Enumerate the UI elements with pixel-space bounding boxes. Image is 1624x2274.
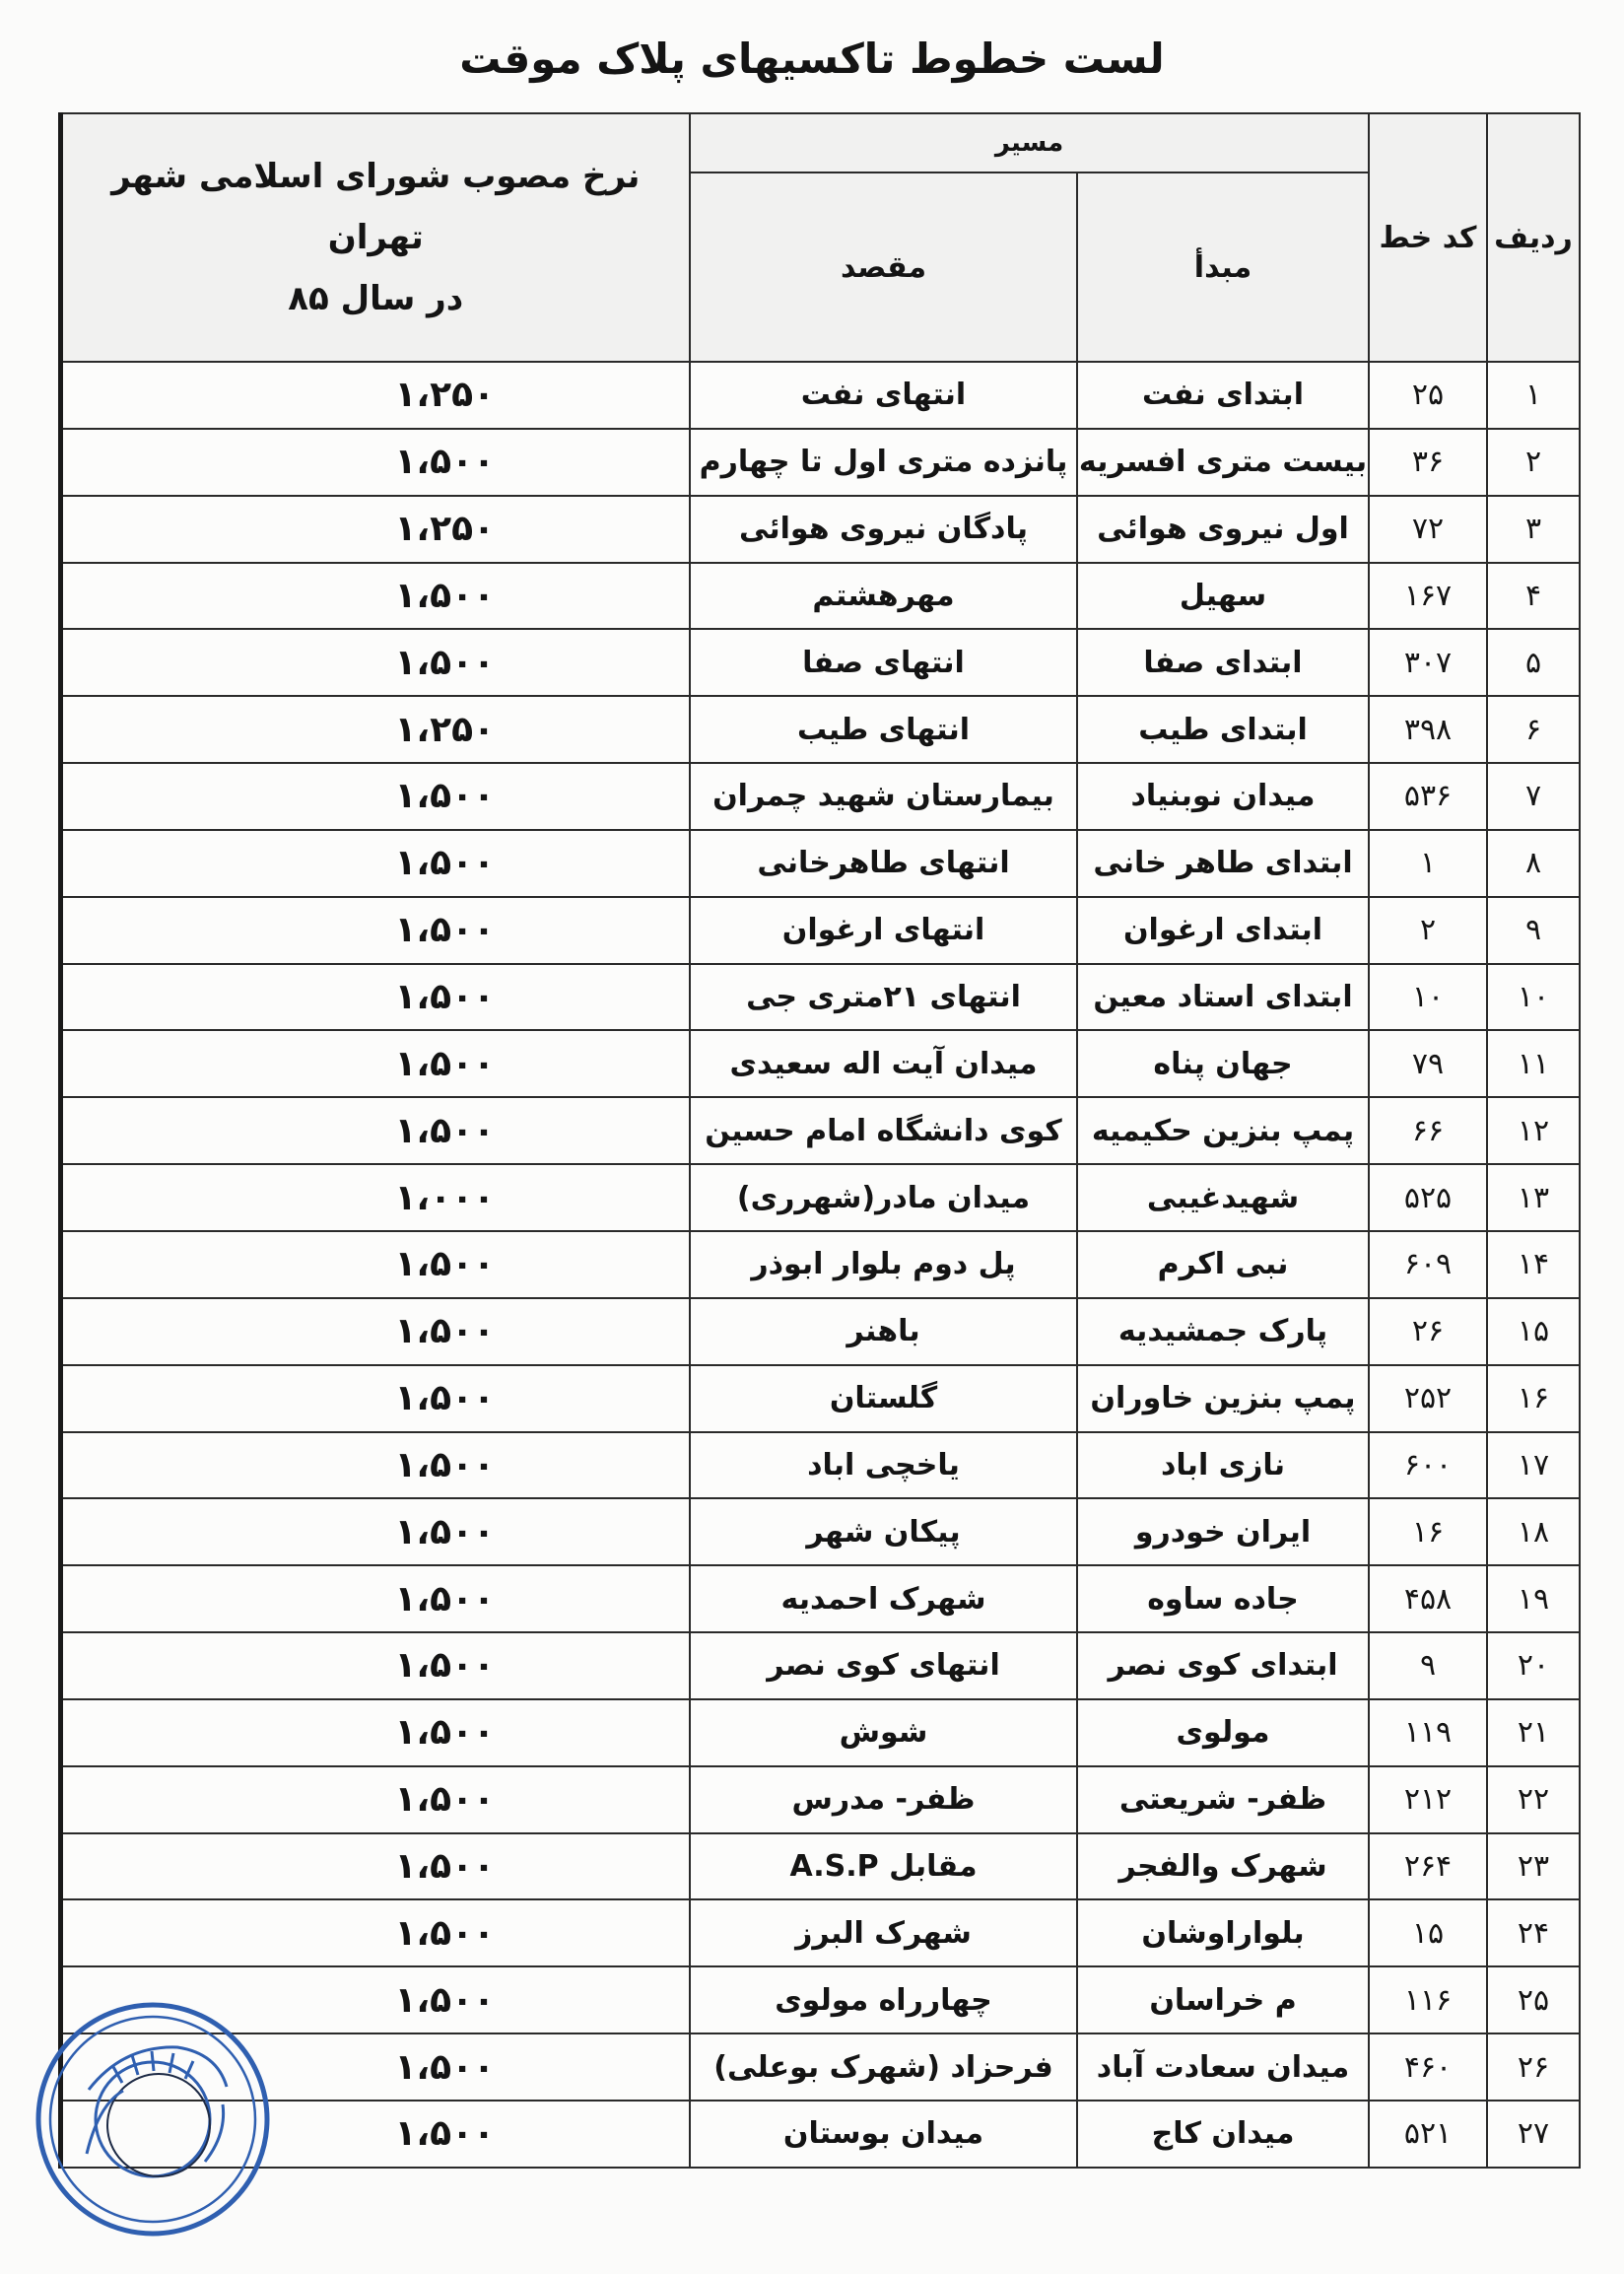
line-code-cell: ۱۵ <box>1369 1899 1487 1966</box>
destination-cell: ظفر- مدرس <box>690 1766 1077 1833</box>
origin-cell: اول نیروی هوائی <box>1077 496 1369 563</box>
rate-cell: ۱،۵۰۰ <box>60 964 690 1031</box>
destination-cell: شهرک احمدیه <box>690 1565 1077 1632</box>
header-destination: مقصد <box>690 172 1077 362</box>
line-code-cell: ۵۳۶ <box>1369 763 1487 830</box>
row-number-cell: ۱۱ <box>1487 1030 1580 1097</box>
rate-cell: ۱،۵۰۰ <box>60 1766 690 1833</box>
line-code-cell: ۷۲ <box>1369 496 1487 563</box>
rate-cell: ۱،۵۰۰ <box>60 1899 690 1966</box>
rate-cell: ۱،۵۰۰ <box>60 2033 690 2101</box>
origin-cell: پارک جمشیدیه <box>1077 1298 1369 1365</box>
destination-cell: پل دوم بلوار ابوذر <box>690 1231 1077 1298</box>
rate-cell: ۱،۵۰۰ <box>60 563 690 630</box>
table-row <box>60 763 1580 830</box>
destination-cell: کوی دانشگاه امام حسین <box>690 1097 1077 1164</box>
row-number-cell: ۲۳ <box>1487 1833 1580 1900</box>
origin-cell: ابتدای ارغوان <box>1077 897 1369 964</box>
line-code-cell: ۶۰۰ <box>1369 1432 1487 1499</box>
header-rate-line-1: نرخ مصوب شورای اسلامی شهر تهران <box>111 157 641 257</box>
row-number-cell: ۱۷ <box>1487 1432 1580 1499</box>
destination-cell: انتهای صفا <box>690 629 1077 696</box>
table-row <box>60 897 1580 964</box>
line-code-cell: ۳۶ <box>1369 429 1487 496</box>
row-number-cell: ۸ <box>1487 830 1580 897</box>
header-rate-line-2: در سال ۸۵ <box>288 279 464 318</box>
origin-cell: ابتدای کوی نصر <box>1077 1632 1369 1699</box>
rate-cell: ۱،۵۰۰ <box>60 1097 690 1164</box>
destination-cell: میدان بوستان <box>690 2101 1077 2168</box>
rate-cell: ۱،۵۰۰ <box>60 1632 690 1699</box>
origin-cell: سهیل <box>1077 563 1369 630</box>
origin-cell: ابتدای نفت <box>1077 362 1369 429</box>
line-code-cell: ۲۱۲ <box>1369 1766 1487 1833</box>
line-code-cell: ۲۵ <box>1369 362 1487 429</box>
table-row <box>60 429 1580 496</box>
table-row <box>60 1565 1580 1632</box>
rate-cell: ۱،۲۵۰ <box>60 496 690 563</box>
origin-cell: جاده ساوه <box>1077 1565 1369 1632</box>
row-number-cell: ۲ <box>1487 429 1580 496</box>
table-row <box>60 1699 1580 1766</box>
row-number-cell: ۲۱ <box>1487 1699 1580 1766</box>
rate-cell: ۱،۵۰۰ <box>60 897 690 964</box>
line-code-cell: ۲۵۲ <box>1369 1365 1487 1432</box>
row-number-cell: ۲۰ <box>1487 1632 1580 1699</box>
table-row <box>60 1298 1580 1365</box>
rate-cell: ۱،۵۰۰ <box>60 629 690 696</box>
rate-cell: ۱،۵۰۰ <box>60 2101 690 2168</box>
origin-cell: شهرک والفجر <box>1077 1833 1369 1900</box>
row-number-cell: ۱ <box>1487 362 1580 429</box>
destination-cell: شوش <box>690 1699 1077 1766</box>
official-seal-icon <box>30 1996 276 2242</box>
table-row <box>60 1432 1580 1499</box>
origin-cell: پمپ بنزین خاوران <box>1077 1365 1369 1432</box>
row-number-cell: ۱۹ <box>1487 1565 1580 1632</box>
rate-cell: ۱،۲۵۰ <box>60 696 690 763</box>
table-row <box>60 1164 1580 1231</box>
origin-cell: ابتدای استاد معین <box>1077 964 1369 1031</box>
line-code-cell: ۴۶۰ <box>1369 2033 1487 2101</box>
line-code-cell: ۶۰۹ <box>1369 1231 1487 1298</box>
line-code-cell: ۱۶۷ <box>1369 563 1487 630</box>
table-row <box>60 964 1580 1031</box>
destination-cell: شهرک البرز <box>690 1899 1077 1966</box>
header-approved-rate <box>60 113 690 362</box>
rate-cell: ۱،۵۰۰ <box>60 1365 690 1432</box>
origin-cell: نبی اکرم <box>1077 1231 1369 1298</box>
row-number-cell: ۱۰ <box>1487 964 1580 1031</box>
destination-cell: انتهای طیب <box>690 696 1077 763</box>
destination-cell: بیمارستان شهید چمران <box>690 763 1077 830</box>
table-row <box>60 629 1580 696</box>
destination-cell: پادگان نیروی هوائی <box>690 496 1077 563</box>
origin-cell: جهان پناه <box>1077 1030 1369 1097</box>
origin-cell: بیست متری افسریه <box>1077 429 1369 496</box>
origin-cell: م خراسان <box>1077 1966 1369 2033</box>
line-code-cell: ۱۱۹ <box>1369 1699 1487 1766</box>
origin-cell: میدان سعادت آباد <box>1077 2033 1369 2101</box>
row-number-cell: ۱۲ <box>1487 1097 1580 1164</box>
destination-cell: پیکان شهر <box>690 1498 1077 1565</box>
line-code-cell: ۷۹ <box>1369 1030 1487 1097</box>
table-row <box>60 1833 1580 1900</box>
destination-cell: انتهای ارغوان <box>690 897 1077 964</box>
taxi-lines-table <box>58 112 1582 2169</box>
line-code-cell: ۴۵۸ <box>1369 1565 1487 1632</box>
origin-cell: نازی اباد <box>1077 1432 1369 1499</box>
rate-cell: ۱،۵۰۰ <box>60 1565 690 1632</box>
row-number-cell: ۱۸ <box>1487 1498 1580 1565</box>
destination-cell: انتهای طاهرخانی <box>690 830 1077 897</box>
table-row <box>60 1766 1580 1833</box>
destination-cell: مهرهشتم <box>690 563 1077 630</box>
destination-cell: مقابل A.S.P <box>690 1833 1077 1900</box>
destination-cell: انتهای نفت <box>690 362 1077 429</box>
line-code-cell: ۲۶۴ <box>1369 1833 1487 1900</box>
origin-cell: ابتدای صفا <box>1077 629 1369 696</box>
table-row <box>60 2033 1580 2101</box>
origin-cell: شهیدغیبی <box>1077 1164 1369 1231</box>
line-code-cell: ۱۱۶ <box>1369 1966 1487 2033</box>
destination-cell: انتهای کوی نصر <box>690 1632 1077 1699</box>
table-row <box>60 1030 1580 1097</box>
line-code-cell: ۲۶ <box>1369 1298 1487 1365</box>
taxi-lines-sheet <box>61 112 1581 2169</box>
rate-cell: ۱،۰۰۰ <box>60 1164 690 1231</box>
rate-cell: ۱،۵۰۰ <box>60 1833 690 1900</box>
row-number-cell: ۱۴ <box>1487 1231 1580 1298</box>
line-code-cell: ۹ <box>1369 1632 1487 1699</box>
destination-cell: یاخچی اباد <box>690 1432 1077 1499</box>
row-number-cell: ۲۲ <box>1487 1766 1580 1833</box>
origin-cell: مولوی <box>1077 1699 1369 1766</box>
row-number-cell: ۳ <box>1487 496 1580 563</box>
origin-cell: ایران خودرو <box>1077 1498 1369 1565</box>
destination-cell: میدان آیت اله سعیدی <box>690 1030 1077 1097</box>
page-title: لست خطوط تاکسیهای پلاک موقت <box>459 34 1165 83</box>
rate-cell: ۱،۵۰۰ <box>60 1432 690 1499</box>
row-number-cell: ۵ <box>1487 629 1580 696</box>
row-number-cell: ۶ <box>1487 696 1580 763</box>
row-number-cell: ۴ <box>1487 563 1580 630</box>
line-code-cell: ۵۲۱ <box>1369 2101 1487 2168</box>
destination-cell: انتهای ۲۱متری جی <box>690 964 1077 1031</box>
origin-cell: بلواراوشان <box>1077 1899 1369 1966</box>
table-row <box>60 1097 1580 1164</box>
destination-cell: گلستان <box>690 1365 1077 1432</box>
destination-cell: فرحزاد (شهرک بوعلی) <box>690 2033 1077 2101</box>
rate-cell: ۱،۵۰۰ <box>60 1498 690 1565</box>
table-row <box>60 1365 1580 1432</box>
origin-cell: ظفر- شریعتی <box>1077 1766 1369 1833</box>
destination-cell: چهارراه مولوی <box>690 1966 1077 2033</box>
header-route: مسیر <box>690 113 1369 172</box>
table-row <box>60 1632 1580 1699</box>
line-code-cell: ۶۶ <box>1369 1097 1487 1164</box>
rate-cell: ۱،۵۰۰ <box>60 429 690 496</box>
row-number-cell: ۲۵ <box>1487 1966 1580 2033</box>
line-code-cell: ۱۶ <box>1369 1498 1487 1565</box>
line-code-cell: ۱ <box>1369 830 1487 897</box>
origin-cell: ابتدای طاهر خانی <box>1077 830 1369 897</box>
row-number-cell: ۱۶ <box>1487 1365 1580 1432</box>
rate-cell: ۱،۵۰۰ <box>60 1699 690 1766</box>
table-row <box>60 696 1580 763</box>
row-number-cell: ۲۴ <box>1487 1899 1580 1966</box>
row-number-cell: ۲۷ <box>1487 2101 1580 2168</box>
rate-cell: ۱،۵۰۰ <box>60 1231 690 1298</box>
table-row <box>60 496 1580 563</box>
row-number-cell: ۷ <box>1487 763 1580 830</box>
line-code-cell: ۲ <box>1369 897 1487 964</box>
line-code-cell: ۱۰ <box>1369 964 1487 1031</box>
header-origin: مبدأ <box>1077 172 1369 362</box>
table-body <box>60 362 1580 2168</box>
origin-cell: میدان کاج <box>1077 2101 1369 2168</box>
rate-cell: ۱،۵۰۰ <box>60 1298 690 1365</box>
destination-cell: پانزده متری اول تا چهارم <box>690 429 1077 496</box>
header-line-code: کد خط <box>1369 113 1487 362</box>
table-row <box>60 1966 1580 2033</box>
table-row <box>60 830 1580 897</box>
rate-cell: ۱،۵۰۰ <box>60 1966 690 2033</box>
destination-cell: باهنر <box>690 1298 1077 1365</box>
row-number-cell: ۹ <box>1487 897 1580 964</box>
origin-cell: میدان نوبنیاد <box>1077 763 1369 830</box>
origin-cell: پمپ بنزین حکیمیه <box>1077 1097 1369 1164</box>
line-code-cell: ۳۰۷ <box>1369 629 1487 696</box>
table-row <box>60 1231 1580 1298</box>
destination-cell: میدان مادر(شهرری) <box>690 1164 1077 1231</box>
table-row <box>60 1498 1580 1565</box>
line-code-cell: ۵۲۵ <box>1369 1164 1487 1231</box>
rate-cell: ۱،۵۰۰ <box>60 763 690 830</box>
header-row-number: ردیف <box>1487 113 1580 362</box>
rate-cell: ۱،۵۰۰ <box>60 830 690 897</box>
table-row <box>60 563 1580 630</box>
rate-cell: ۱،۲۵۰ <box>60 362 690 429</box>
rate-cell: ۱،۵۰۰ <box>60 1030 690 1097</box>
table-row <box>60 362 1580 429</box>
table-row <box>60 2101 1580 2168</box>
row-number-cell: ۱۵ <box>1487 1298 1580 1365</box>
row-number-cell: ۱۳ <box>1487 1164 1580 1231</box>
table-row <box>60 1899 1580 1966</box>
line-code-cell: ۳۹۸ <box>1369 696 1487 763</box>
origin-cell: ابتدای طیب <box>1077 696 1369 763</box>
row-number-cell: ۲۶ <box>1487 2033 1580 2101</box>
